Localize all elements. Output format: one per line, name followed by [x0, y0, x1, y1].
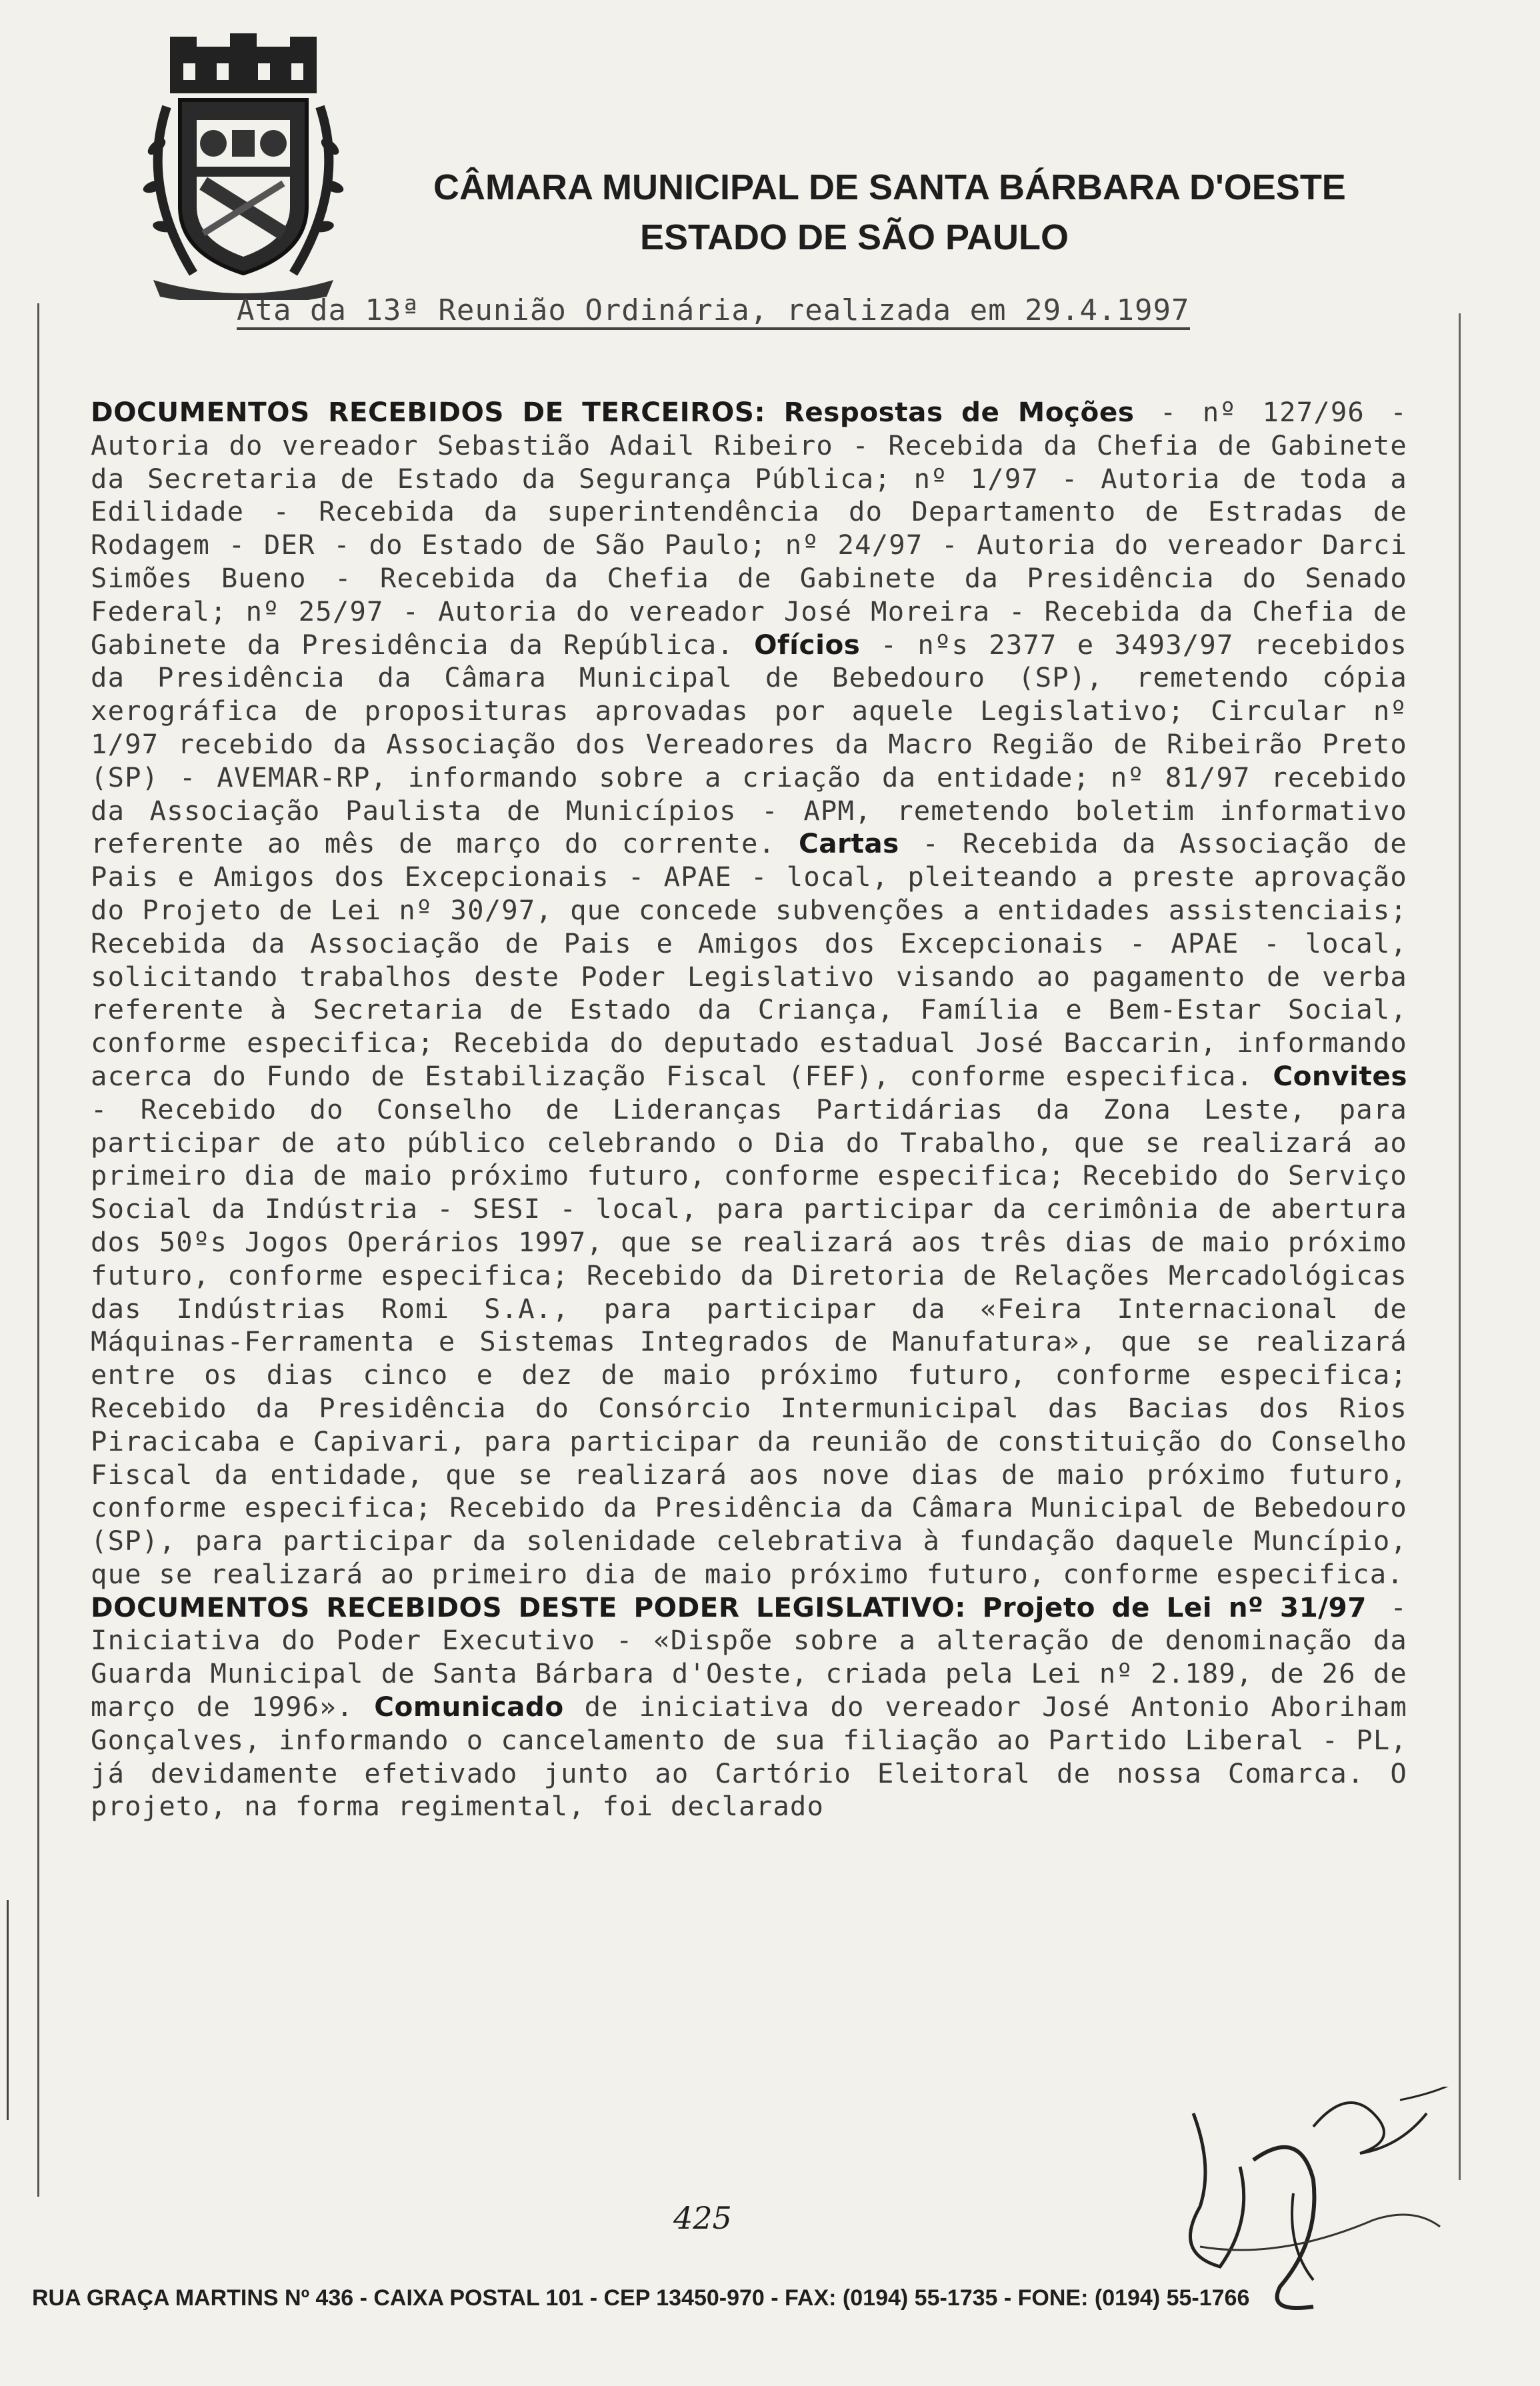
- section-label: DOCUMENTOS RECEBIDOS DESTE PODER LEGISLATIVO: Projeto de Lei nº 31/97: [91, 1591, 1367, 1623]
- body-paragraph: - nº 127/96 - Autoria do vereador Sebastião Adail Ribeiro - Recebida da Chefia de Gabinete da Secretaria de Estado da Segurança Pública; nº 1/97 - Autoria de toda a Edilidade - Recebida da superintendência do Departamento de Estradas de Rodagem - DER - do Estado de São Paulo; nº 24/97 - Autoria do vereador Darci Simões Bueno - Recebida da Chefia de Gabinete da Presidência do Senado Federal; nº 25/97 - Autoria do vereador José Moreira - Recebida da Chefia de Gabinete da Presidência da República.: [91, 396, 1408, 661]
- section-label: DOCUMENTOS RECEBIDOS DE TERCEIROS: Respostas de Moções: [91, 396, 1135, 428]
- body-paragraph: - Recebida da Associação de Pais e Amigos dos Excepcionais - APAE - local, pleiteando a preste aprovação do Projeto de Lei nº 30/97, que concede subvenções a entidades assistenciais; Recebida da Associação de Pais e Amigos dos Excepcionais - APAE - local, solicitando trabalhos deste Poder Legislativo visando ao pagamento de verba referente à Secretaria de Estado da Criança, Família e Bem-Estar Social, conforme especifica; Recebida do deputado estadual José Baccarin, informando acerca do Fundo de Estabilização Fiscal (FEF), conforme especifica.: [91, 827, 1407, 1092]
- municipal-crest-icon: [133, 33, 353, 300]
- section-label: Cartas: [798, 827, 899, 860]
- binding-edge-mark: [0, 1900, 9, 2120]
- body-paragraph: - nºs 2377 e 3493/97 recebidos da Presidência da Câmara Municipal de Bebedouro (SP), remetendo cópia xerográfica de proposituras aprovadas por aquele Legislativo; Circular nº 1/97 recebido da Associação dos Vereadores da Macro Região de Ribeirão Preto (SP) - AVEMAR-RP, informando sobre a criação da entidade; nº 81/97 recebido da Associação Paulista de Municípios - APM, remetendo boletim informativo referente ao mês de março do corrente.: [91, 628, 1408, 860]
- section-label: Comunicado: [374, 1691, 564, 1723]
- page-number: 425: [673, 2200, 732, 2236]
- institution-title: CÂMARA MUNICIPAL DE SANTA BÁRBARA D'OESTE: [433, 167, 1346, 207]
- minutes-title: Ata da 13ª Reunião Ordinária, realizada em 29.4.1997: [237, 293, 1190, 330]
- right-margin-rule: [1459, 313, 1461, 2180]
- handwritten-signatures: [1000, 2087, 1480, 2353]
- section-label: Ofícios: [754, 628, 861, 661]
- left-margin-rule: [37, 303, 39, 2197]
- body-paragraph: de iniciativa do vereador José Antonio Aboriham Gonçalves, informando o cancelamento de sua filiação ao Partido Liberal - PL, já devidamente efetivado junto ao Cartório Eleitoral de nossa Comarca. O projeto, na forma regimental, foi declarado: [91, 1691, 1407, 1823]
- state-title: ESTADO DE SÃO PAULO: [640, 217, 1069, 257]
- footer-address: RUA GRAÇA MARTINS Nº 436 - CAIXA POSTAL 101 - CEP 13450-970 - FAX: (0194) 55-1735 - FONE: (0194) 55-1766: [32, 2285, 1250, 2311]
- body-paragraph: - Iniciativa do Poder Executivo - «Dispõe sobre a alteração de denominação da Guarda Municipal de Santa Bárbara d'Oeste, criada pela Lei nº 2.189, de 26 de março de 1996».: [91, 1591, 1407, 1723]
- minutes-body: [91, 396, 1407, 1823]
- section-label: Convites: [1273, 1059, 1407, 1092]
- body-paragraph: - Recebido do Conselho de Lideranças Partidárias da Zona Leste, para participar de ato público celebrando o Dia do Trabalho, que se realizará ao primeiro dia de maio próximo futuro, conforme especifica; Recebido do Serviço Social da Indústria - SESI - local, para participar da cerimônia de abertura dos 50ºs Jogos Operários 1997, que se realizará aos três dias de maio próximo futuro, conforme especifica; Recebido da Diretoria de Relações Mercadológicas das Indústrias Romi S.A., para participar da «Feira Internacional de Máquinas-Ferramenta e Sistemas Integrados de Manufatura», que se realizará entre os dias cinco e dez de maio próximo futuro, conforme especifica; Recebido da Presidência do Consórcio Intermunicipal das Bacias dos Rios Piracicaba e Capivari, para participar da reunião de constituição do Conselho Fiscal da entidade, que se realizará aos nove dias de maio próximo futuro, conforme especifica; Recebido da Presidência da Câmara Municipal de Bebedouro (SP), para participar da solenidade celebrativa à fundação daquele Muncípio, que se realizará ao primeiro dia de maio próximo futuro, conforme especifica.: [91, 1093, 1407, 1590]
